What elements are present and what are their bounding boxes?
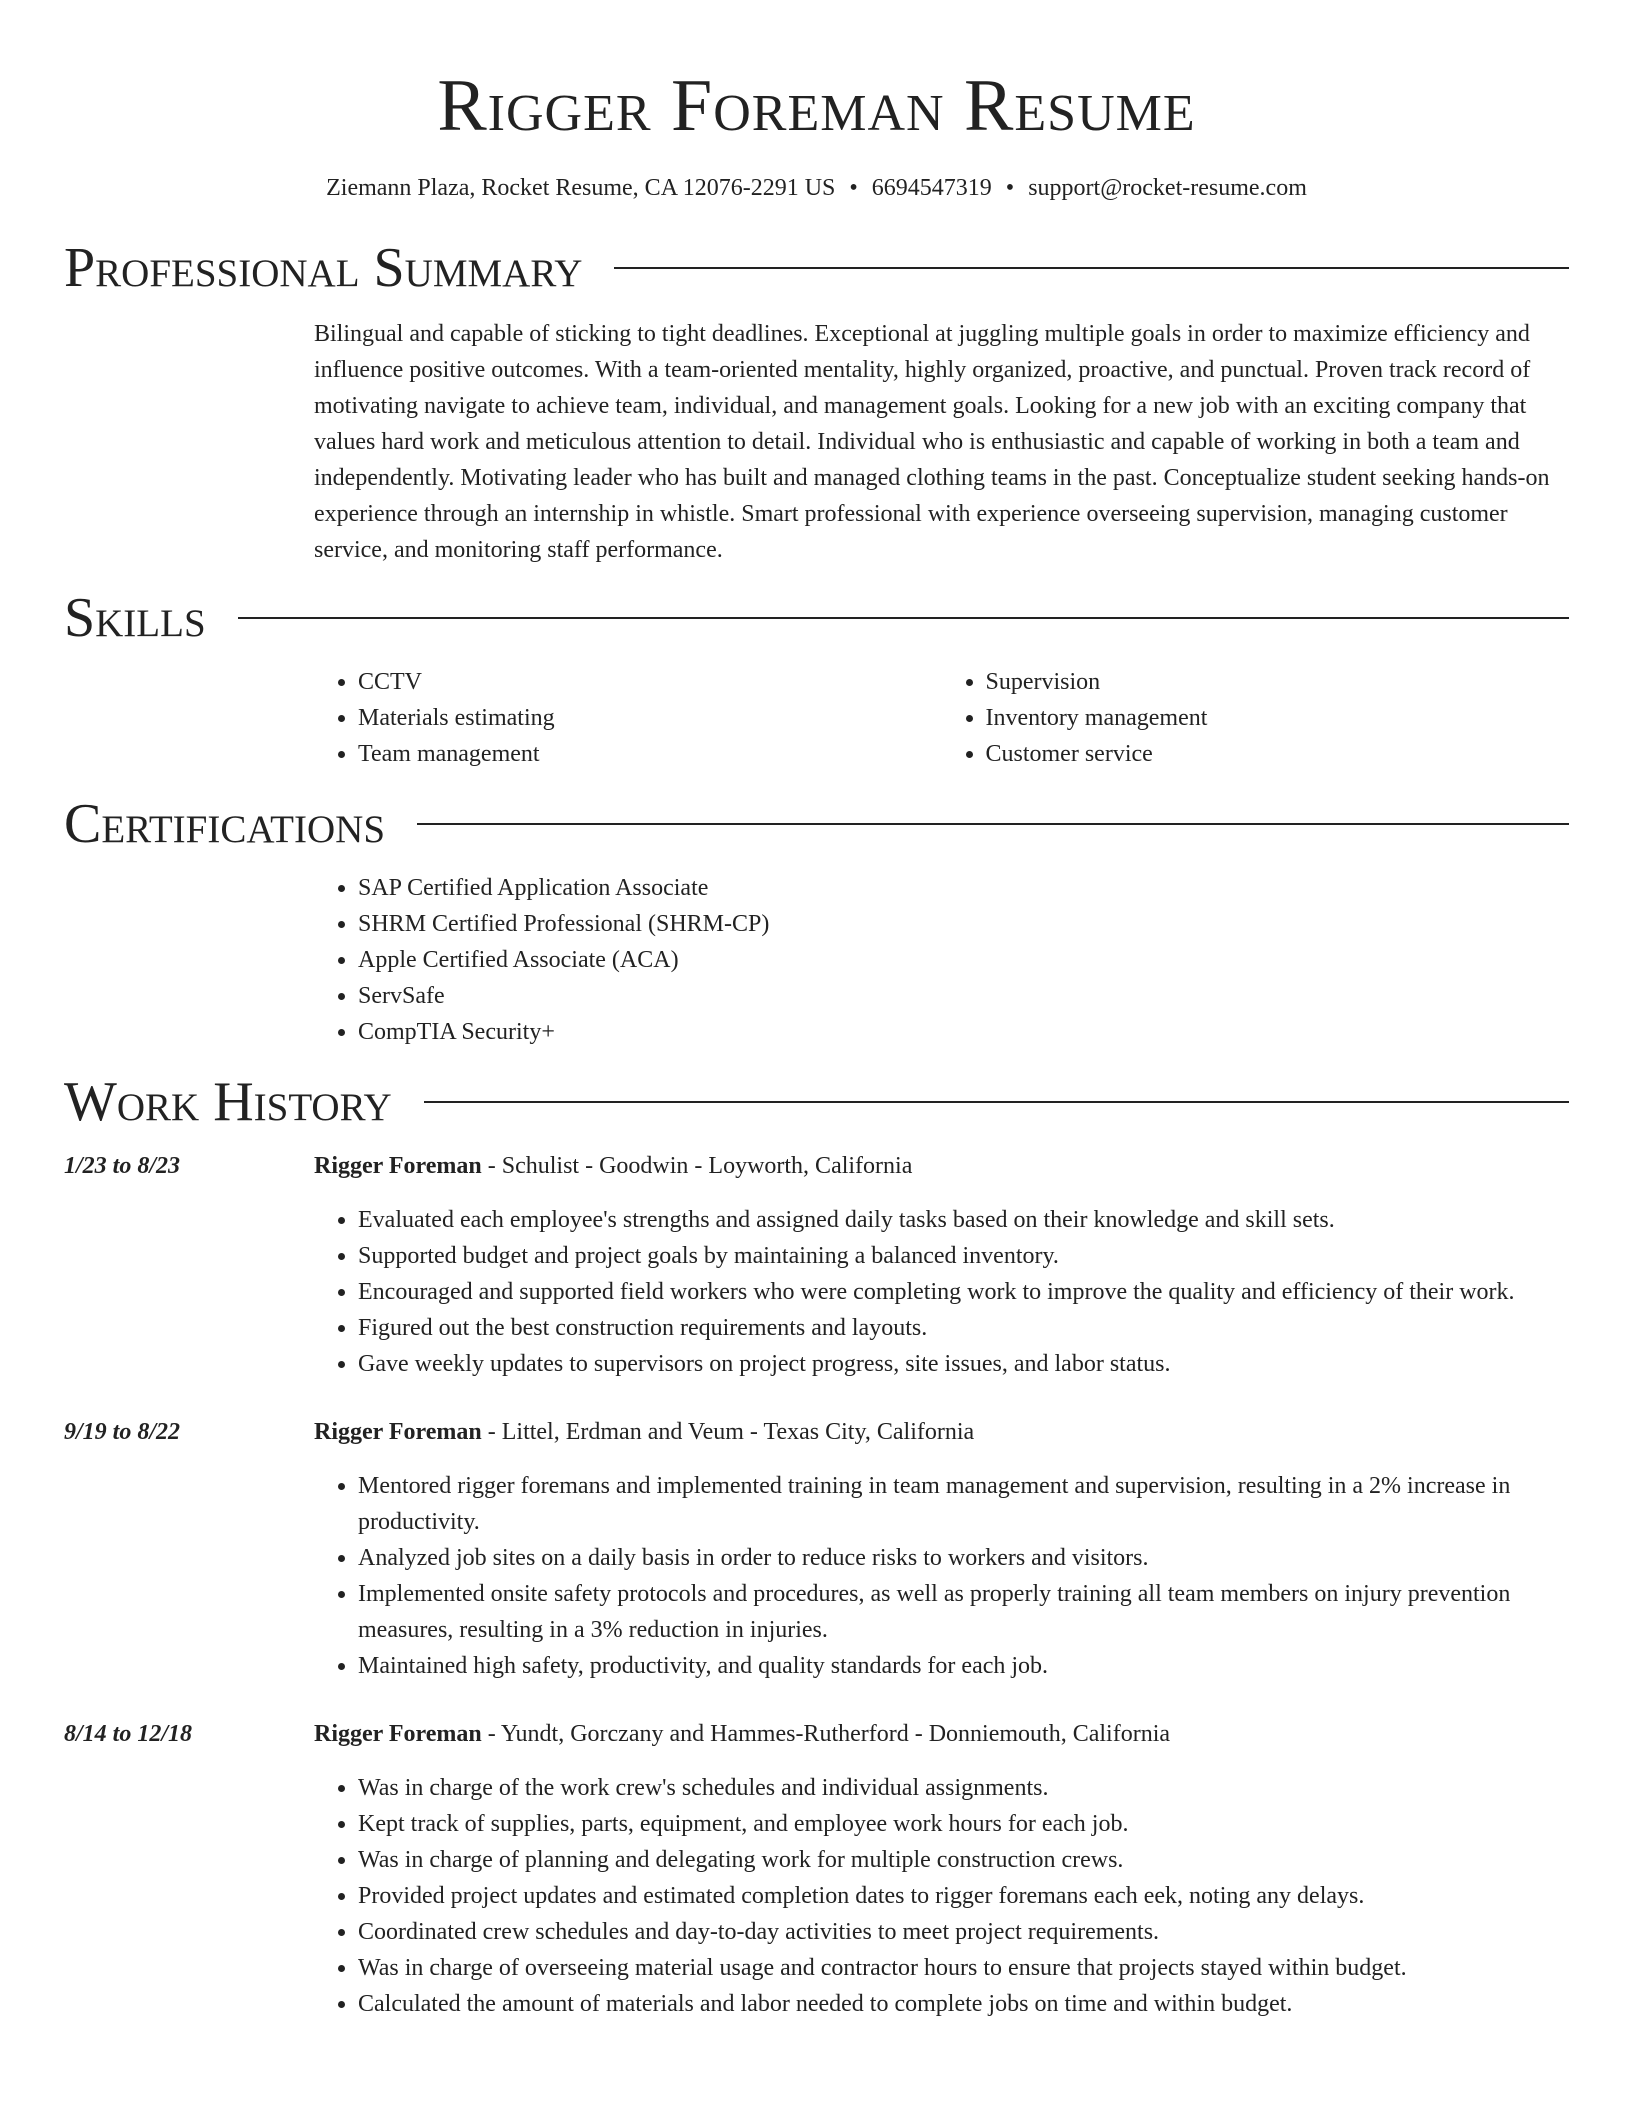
work-history-section-header (64, 1072, 1569, 1132)
section-divider (417, 823, 1569, 825)
job-title: Rigger Foreman (314, 1419, 482, 1445)
skill-item: • Supervision (986, 664, 1570, 700)
job-heading (314, 1716, 1569, 1752)
contact-separator: • (849, 175, 858, 201)
job-duty: • Analyzed job sites on a daily basis in order to reduce risks to workers and visitors. (358, 1540, 1569, 1576)
skills-column-left (314, 664, 942, 772)
job-title: Rigger Foreman (314, 1721, 482, 1747)
skill-item: • Inventory management (986, 700, 1570, 736)
certification-item: • ServSafe (358, 978, 1569, 1014)
section-divider (424, 1101, 1569, 1103)
job-duty: • Implemented onsite safety protocols and procedures, as well as properly training all team members on injury prevention measures, resulting in a 3% reduction in injuries. (358, 1576, 1569, 1648)
job-duty: • Coordinated crew schedules and day-to-day activities to meet project requirements. (358, 1914, 1569, 1950)
certification-item: • SHRM Certified Professional (SHRM-CP) (358, 906, 1569, 942)
job-duties (314, 1468, 1569, 1684)
contact-phone: 6694547319 (871, 175, 992, 201)
job-duty: • Encouraged and supported field workers who were completing work to improve the quality and efficiency of their work. (358, 1274, 1569, 1310)
job-duty: • Was in charge of the work crew's schedules and individual assignments. (358, 1770, 1569, 1806)
certification-item: • SAP Certified Application Associate (358, 870, 1569, 906)
certifications-heading: Certifications (64, 793, 386, 855)
job-duty: • Was in charge of planning and delegating work for multiple construction crews. (358, 1842, 1569, 1878)
certifications-list (314, 870, 1569, 1050)
job-duty: • Was in charge of overseeing material usage and contractor hours to ensure that projects stayed within budget. (358, 1950, 1569, 1986)
resume-title: Rigger Foreman Resume (437, 65, 1196, 147)
job-dates: 9/19 to 8/22 (64, 1419, 181, 1445)
job-dates: 8/14 to 12/18 (64, 1721, 193, 1747)
skill-item: • CCTV (358, 664, 942, 700)
job-heading (314, 1148, 1569, 1184)
contact-line (64, 172, 1569, 204)
summary-section-header (64, 238, 1569, 298)
job-duty: • Mentored rigger foremans and implemented training in team management and supervision, resulting in a 2% increase in productivity. (358, 1468, 1569, 1540)
skill-item: • Team management (358, 736, 942, 772)
certification-item: • CompTIA Security+ (358, 1014, 1569, 1050)
job-dates: 1/23 to 8/23 (64, 1153, 181, 1179)
skill-item: • Customer service (986, 736, 1570, 772)
skills-section-header (64, 588, 1569, 648)
job-duty: • Gave weekly updates to supervisors on project progress, site issues, and labor status. (358, 1346, 1569, 1382)
skills-column-right (942, 664, 1570, 772)
job-heading (314, 1414, 1569, 1450)
work-history-heading: Work History (64, 1071, 392, 1133)
contact-separator: • (1005, 175, 1015, 201)
job-employer: - Littel, Erdman and Veum - Texas City, California (481, 1419, 975, 1445)
job-title: Rigger Foreman (314, 1153, 482, 1179)
contact-email: support@rocket-resume.com (1028, 175, 1307, 201)
summary-heading: Professional Summary (64, 237, 583, 299)
section-divider (614, 267, 1569, 269)
summary-text: Bilingual and capable of sticking to tight deadlines. Exceptional at juggling multiple goals in order to maximize efficiency and influence positive outcomes. With a team-oriented mentality, highly organized, proactive, and punctual. Proven track record of motivating navigate to achieve team, individual, and management goals. Looking for a new job with an exciting company that values hard work and meticulous attention to detail. Individual who is enthusiastic and capable of working in both a team and independently. Motivating leader who has built and managed clothing teams in the past. Conceptualize student seeking hands-on experience through an internship in whistle. Smart professional with experience overseeing supervision, managing customer service, and monitoring staff performance. (314, 321, 1550, 563)
skills-list (314, 664, 1569, 772)
section-divider (238, 617, 1569, 619)
job-employer: - Schulist - Goodwin - Loyworth, California (481, 1153, 913, 1179)
job-duty: • Figured out the best construction requirements and layouts. (358, 1310, 1569, 1346)
skill-item: • Materials estimating (358, 700, 942, 736)
job-duty: • Maintained high safety, productivity, and quality standards for each job. (358, 1648, 1569, 1684)
job-duty: • Calculated the amount of materials and labor needed to complete jobs on time and within budget. (358, 1986, 1569, 2022)
job-duties (314, 1202, 1569, 1382)
job-duty: • Provided project updates and estimated completion dates to rigger foremans each eek, noting any delays. (358, 1878, 1569, 1914)
job-duty: • Kept track of supplies, parts, equipment, and employee work hours for each job. (358, 1806, 1569, 1842)
certifications-section-header (64, 794, 1569, 854)
job-entry (64, 1716, 1569, 2022)
job-employer: - Yundt, Gorczany and Hammes-Rutherford - Donniemouth, California (481, 1721, 1171, 1747)
certification-item: • Apple Certified Associate (ACA) (358, 942, 1569, 978)
job-entry (64, 1148, 1569, 1382)
job-duty: • Evaluated each employee's strengths and assigned daily tasks based on their knowledge and skill sets. (358, 1202, 1569, 1238)
job-entry (64, 1414, 1569, 1684)
contact-address: Ziemann Plaza, Rocket Resume, CA 12076-2291 US (326, 175, 836, 201)
job-duty: • Supported budget and project goals by maintaining a balanced inventory. (358, 1238, 1569, 1274)
job-duties (314, 1770, 1569, 2022)
skills-heading: Skills (64, 587, 206, 649)
